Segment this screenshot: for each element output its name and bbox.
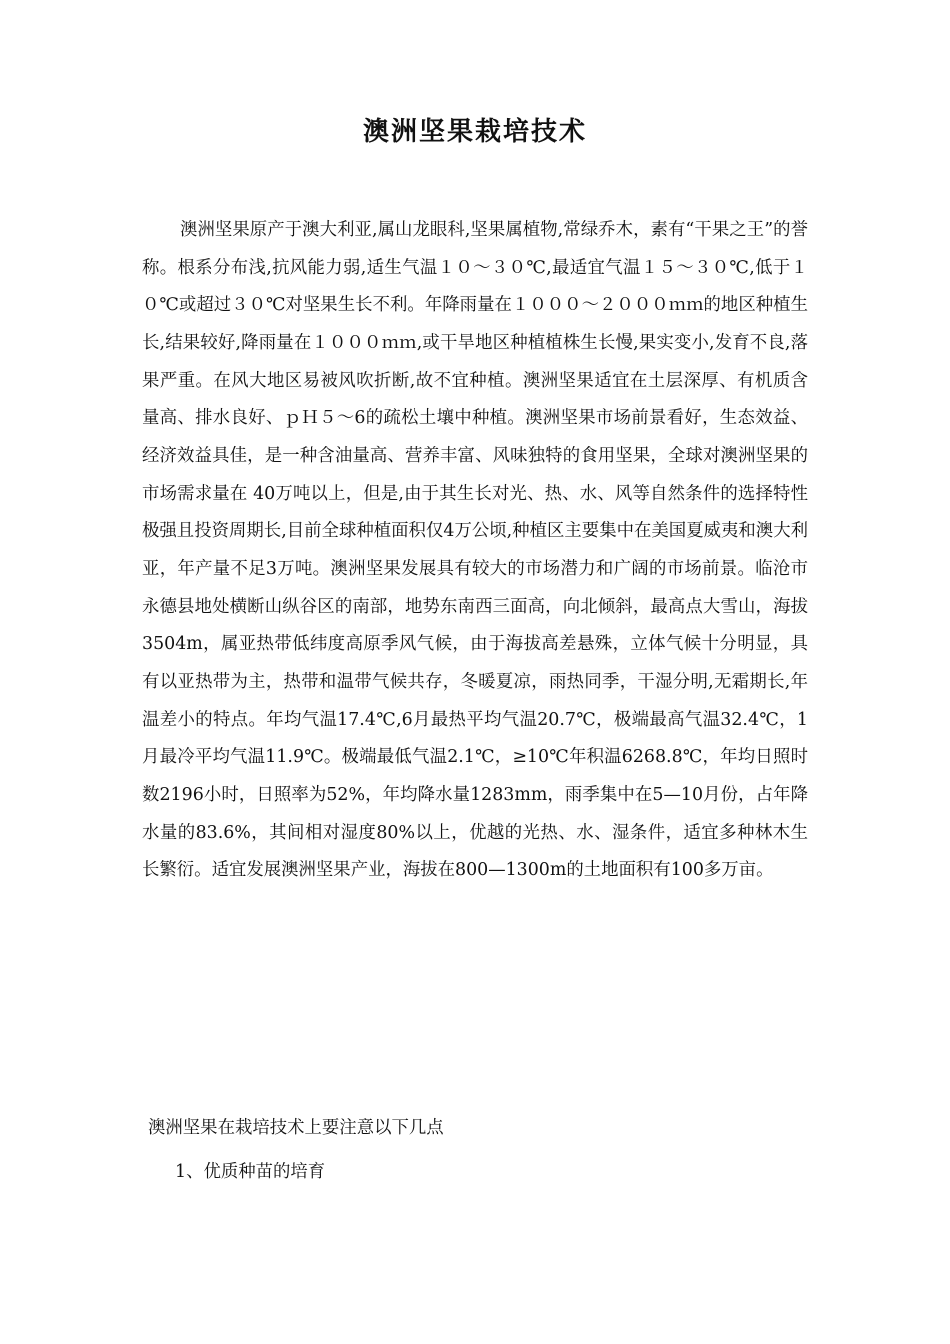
body-paragraph: 澳洲坚果原产于澳大利亚,属山龙眼科,坚果属植物,常绿乔木，素有“干果之王”的誉称。根系分布浅,抗风能力弱,适生气温１０～３０℃,最适宜气温１５～３０℃,低于１０℃或超过３０℃对坚果生长不利。年降雨量在１０００～２０００ｍｍ的地区种植生长,结果较好,降雨量在１０００ｍｍ,或干旱地区种植植株生长慢,果实变小,发育不良,落果严重。在风大地区易被风吹折断,故不宜种植。澳洲坚果适宜在土层深厚、有机质含量高、排水良好、ｐＨ５～6的疏松土壤中种植。澳洲坚果市场前景看好，生态效益、经济效益具佳，是一种含油量高、营养丰富、风味独特的食用坚果，全球对澳洲坚果的市场需求量在 40万吨以上，但是,由于其生长对光、热、水、风等自然条件的选择特性极强且投资周期长,目前全球种植面积仅4万公顷,种植区主要集中在美国夏威夷和澳大利亚，年产量不足3万吨。澳洲坚果发展具有较大的市场潜力和广阔的市场前景。临沧市永德县地处横断山纵谷区的南部，地势东南西三面高，向北倾斜，最高点大雪山，海拔3504m，属亚热带低纬度高原季风气候，由于海拔高差悬殊，立体气候十分明显，具有以亚热带为主，热带和温带气候共存，冬暖夏凉，雨热同季，干湿分明,无霜期长,年温差小的特点。年均气温17.4℃,6月最热平均气温20.7℃，极端最高气温32.4℃，1月最冷平均气温11.9℃。极端最低气温2.1℃，≥10℃年积温6268.8℃，年均日照时数2196小时，日照率为52%，年均降水量1283mm，雨季集中在5—10月份，占年降水量的83.6%，其间相对湿度80%以上，优越的光热、水、湿条件，适宜多种林木生长繁衍。适宜发展澳洲坚果产业，海拔在800—1300m的土地面积有100多万亩。 <box>142 220 808 881</box>
document-title: 澳洲坚果栽培技术 <box>362 117 587 147</box>
section-intro: 澳洲坚果在栽培技术上要注意以下几点 <box>148 1118 444 1138</box>
section-heading-1: 1、优质种苗的培育 <box>175 1162 326 1182</box>
